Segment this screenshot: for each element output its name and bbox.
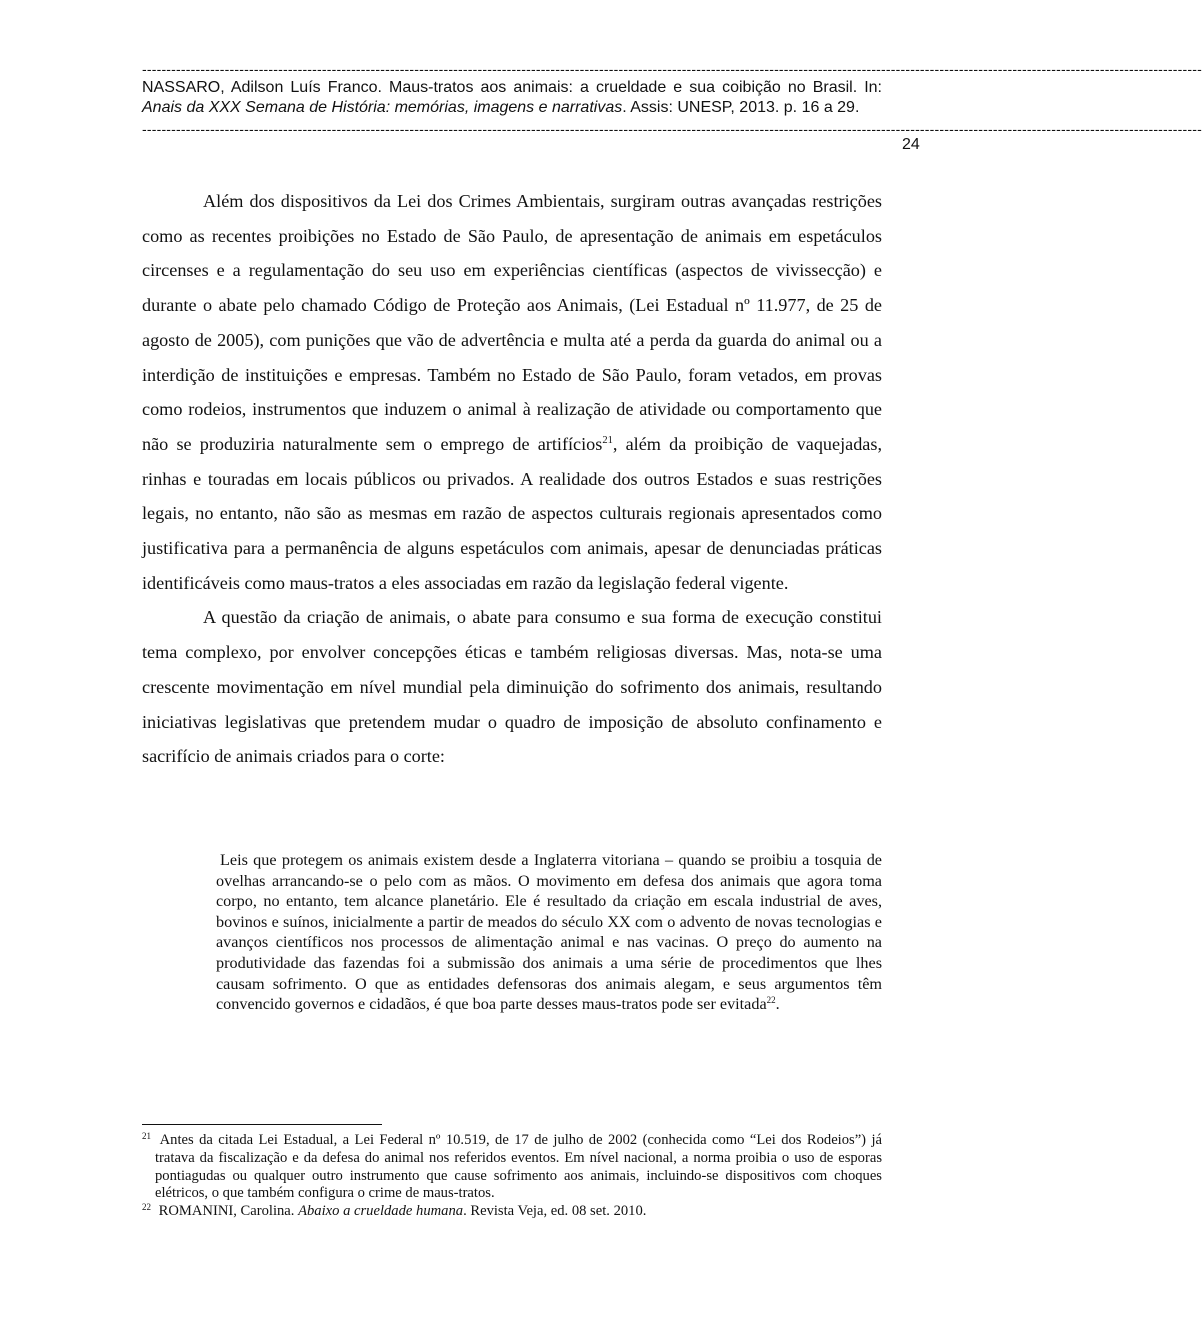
citation-author-title: NASSARO, Adilson Luís Franco. Maus-tratos aos animais: a crueldade e sua coibição no Brasil. In: xyxy=(142,79,882,96)
paragraph-1-part-a: Além dos dispositivos da Lei dos Crimes Ambientais, surgiram outras avançadas restrições como as recentes proibições no Estado de São Paulo, de apresentação de animais em espetáculos circenses e a regulamentação do seu uso em experiências científicas (aspectos de vivissecção) e durante o abate pelo chamado Código de Proteção aos Animais, (Lei Estadual nº 11.977, de 25 de agosto de 2005), com punições que vão de advertência e multa até a perda da guarda do animal ou a interdição de instituições e empresas. Também no Estado de São Paulo, foram vetados, em provas como rodeios, instrumentos que induzem o animal à realização de atividade ou comportamento que não se produziria naturalmente sem o emprego de artifícios xyxy=(142,191,882,454)
footnote-ref-22[interactable]: 22 xyxy=(766,995,776,1006)
footnote-22-author: ROMANINI, Carolina. xyxy=(155,1203,299,1220)
block-quote xyxy=(216,850,882,1015)
footnote-21: $^{21}$ Antes da citada Lei Estadual, a Lei Federal nº 10.519, de 17 de julho de 2002 (conhecida como “Lei dos Rodeios”) já tratava da fiscalização e da defesa do animal nos referidos eventos. Em nível nacional, a norma proibia o uso de esporas pontiagudas ou qualquer outro instrumento que cause sofrimento aos animais, incluindo-se dispositivos com choques elétricos, o que também configura o crime de maus-tratos. xyxy=(142,1131,882,1202)
footnote-22: $^{22}$ ROMANINI, Carolina. Abaixo a crueldade humana. Revista Veja, ed. 08 set. 2010. xyxy=(142,1202,647,1220)
body-text xyxy=(142,184,882,774)
header-dashed-rule-top: -------------------------------------------------------------------------------------------------------------------------------------------------------------------------------------------------------------------------- xyxy=(142,61,1202,77)
running-header xyxy=(142,61,1202,137)
paragraph-2: A questão da criação de animais, o abate para consumo e sua forma de execução constitui tema complexo, por envolver concepções éticas e também religiosas diversas. Mas, nota-se uma crescente movimentação em nível mundial pela diminuição do sofrimento dos animais, resultando iniciativas legislativas que pretendem mudar o quadro de imposição de absoluto confinamento e sacrifício de animais criados para o corte: xyxy=(142,607,882,767)
header-dashed-rule-bottom: -------------------------------------------------------------------------------------------------------------------------------------------------------------------------------------------------------------------------- xyxy=(142,121,1202,137)
citation-book-title: Anais da XXX Semana de História: memórias, imagens e narrativas xyxy=(142,99,623,116)
paragraph-1-part-b: , além da proibição de vaquejadas, rinhas e touradas em locais públicos ou privados. A realidade dos outros Estados e suas restrições legais, no entanto, não são as mesmas em razão de aspectos culturais regionais apresentados como justificativa para a permanência de alguns espetáculos com animais, apesar de denunciadas práticas identificáveis como maus-tratos a eles associadas em razão da legislação federal vigente. xyxy=(142,433,883,593)
footnote-separator xyxy=(142,1124,382,1125)
page-number: 24 xyxy=(902,136,920,153)
citation-publication: . Assis: UNESP, 2013. p. 16 a 29. xyxy=(622,99,860,116)
footnote-21-text: Antes da citada Lei Estadual, a Lei Federal nº 10.519, de 17 de julho de 2002 (conhecida como “Lei dos Rodeios”) já tratava da fiscalização e da defesa do animal nos referidos eventos. Em nível nacional, a norma proibia o uso de esporas pontiagudas ou qualquer outro instrumento que cause sofrimento aos animais, incluindo-se dispositivos com choques elétricos, o que também configura o crime de maus-tratos. xyxy=(155,1132,882,1202)
block-quote-text: Leis que protegem os animais existem desde a Inglaterra vitoriana – quando se proibiu a tosquia de ovelhas arrancando-se o pelo com as mãos. O movimento em defesa dos animais que agora toma corpo, no entanto, tem alcance planetário. Ele é resultado da criação em escala industrial de aves, bovinos e suínos, inicialmente a partir de meados do século XX com o advento de novas tecnologias e avanços científicos nos processos de alimentação animal e nas vacinas. O preço do aumento na produtividade das fazendas foi a submissão dos animais a uma série de procedimentos que lhes causam sofrimento. O que as entidades defensoras dos animais alegam, e seus argumentos têm convencido governos e cidadãos, é que boa parte desses maus-tratos pode ser evitada xyxy=(216,851,882,1014)
paragraph-1 xyxy=(142,184,882,600)
footnotes xyxy=(142,1132,882,1221)
footnote-22-source: . Revista Veja, ed. 08 set. 2010. xyxy=(463,1203,647,1220)
block-quote-end: . xyxy=(775,995,780,1014)
footnote-ref-21[interactable]: 21 xyxy=(602,434,613,446)
footnote-22-title: Abaixo a crueldade humana xyxy=(298,1203,464,1220)
header-citation xyxy=(142,78,882,118)
